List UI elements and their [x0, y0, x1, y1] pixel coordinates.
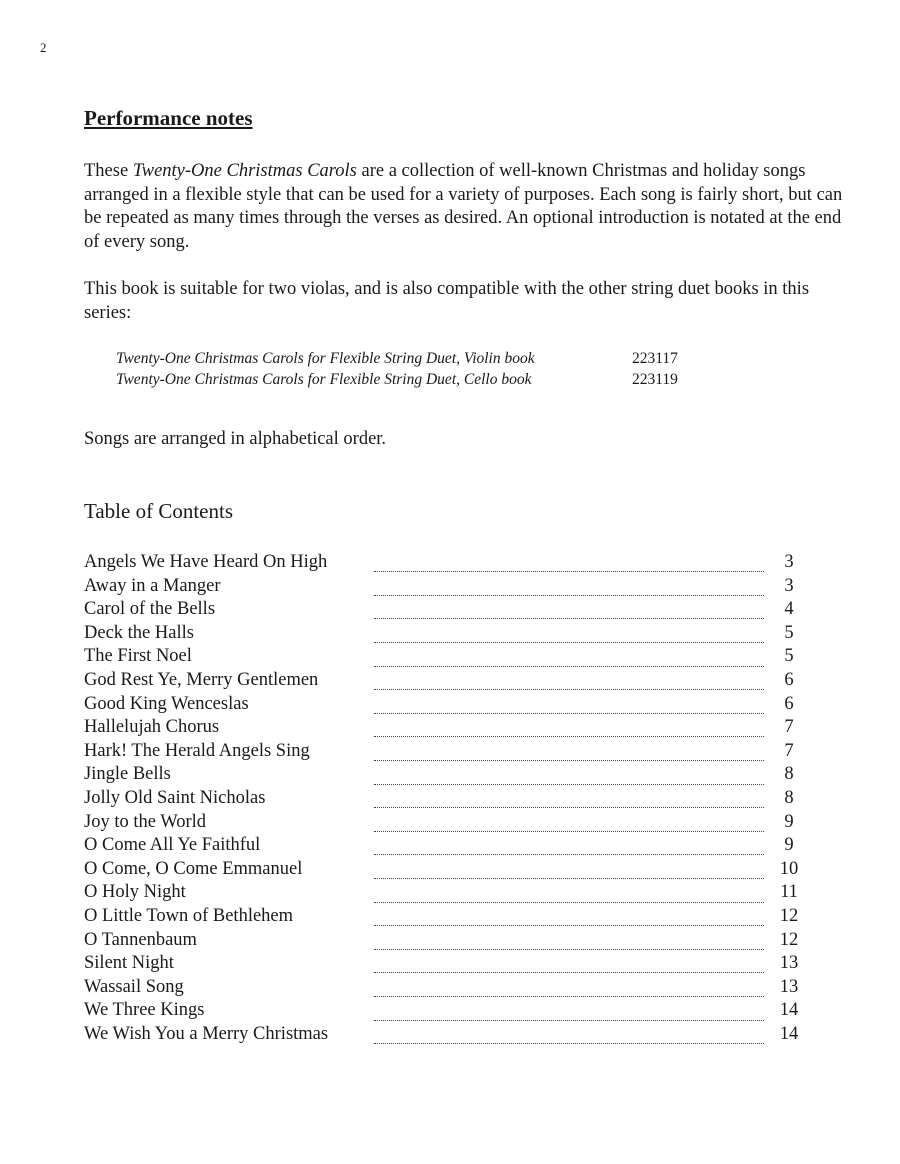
toc-dot-leader	[374, 960, 764, 973]
series-book-code: 223117	[632, 350, 678, 367]
toc-entry-page: 6	[784, 669, 794, 690]
toc-entry-page: 13	[779, 976, 799, 997]
toc-entry	[84, 623, 814, 647]
toc-entry-title: O Tannenbaum	[84, 929, 197, 950]
toc-entry-page: 3	[784, 552, 794, 572]
toc-entry-page: 9	[784, 811, 794, 832]
toc-entry-page: 6	[784, 693, 794, 714]
intro-prefix: These	[84, 161, 133, 181]
series-book-title: Twenty-One Christmas Carols for Flexible String Duet, Cello book	[116, 371, 532, 388]
toc-entry-page: 12	[779, 929, 799, 950]
toc-entry-title: Jolly Old Saint Nicholas	[84, 787, 266, 808]
toc-entry-title: Hark! The Herald Angels Sing	[84, 740, 310, 761]
toc-entry	[84, 694, 814, 718]
toc-dot-leader	[374, 866, 764, 879]
toc-entry-page: 10	[779, 858, 799, 879]
toc-dot-leader	[374, 724, 764, 737]
toc-dot-leader	[374, 654, 764, 667]
toc-entry	[84, 1000, 814, 1024]
toc-dot-leader	[374, 795, 764, 808]
toc-entry-title: Away in a Manger	[84, 575, 221, 596]
series-book-row	[116, 348, 678, 369]
toc-dot-leader	[374, 772, 764, 785]
toc-entry	[84, 835, 814, 859]
toc-title: Table of Contents	[84, 499, 233, 523]
toc-entry	[84, 859, 814, 883]
compat-paragraph: This book is suitable for two violas, and is also compatible with the other string duet books in this series:	[84, 279, 810, 323]
toc-entry-page: 9	[784, 835, 794, 856]
toc-dot-leader	[374, 913, 764, 926]
toc-entry	[84, 906, 814, 930]
toc-entry	[84, 882, 814, 906]
toc-entry	[84, 788, 814, 812]
series-book-title: Twenty-One Christmas Carols for Flexible String Duet, Violin book	[116, 350, 535, 367]
toc-entry-title: Good King Wenceslas	[84, 693, 249, 714]
series-book-row	[116, 369, 678, 390]
toc-dot-leader	[374, 748, 764, 761]
toc-entry-title: Deck the Halls	[84, 622, 194, 643]
toc-entry-page: 12	[779, 905, 799, 926]
toc-entry	[84, 599, 814, 623]
toc-entry-title: O Come, O Come Emmanuel	[84, 858, 303, 879]
toc-entry-title: O Holy Night	[84, 882, 186, 903]
toc-dot-leader	[374, 1031, 764, 1044]
toc-entry-title: We Wish You a Merry Christmas	[84, 1023, 329, 1044]
toc-dot-leader	[374, 606, 764, 619]
toc-entry-page: 11	[780, 882, 798, 903]
toc-dot-leader	[374, 890, 764, 903]
toc-entry-title: Joy to the World	[84, 811, 207, 832]
toc-entry	[84, 764, 814, 788]
toc-entry-page: 7	[784, 740, 794, 761]
toc-entry-title: Hallelujah Chorus	[84, 717, 220, 738]
toc-entry-page: 14	[779, 1023, 799, 1044]
toc-dot-leader	[374, 842, 764, 855]
toc-entry-page: 7	[784, 717, 794, 738]
intro-book-title: Twenty-One Christmas Carols	[132, 161, 357, 181]
toc-dot-leader	[374, 1008, 764, 1021]
toc-entry	[84, 576, 814, 600]
series-book-code: 223119	[632, 371, 678, 388]
toc-entry-page: 13	[779, 953, 799, 974]
toc-dot-leader	[374, 677, 764, 690]
intro-rest: are a collection of well-known Christmas and holiday songs arranged in a flexible style that can be used for a variety of purposes. Each song is fairly short, but can be repeated as many times through the verses as desired. An optional introduction is notated at the end of every song.	[84, 161, 843, 252]
toc-dot-leader	[374, 583, 764, 596]
toc-entry-title: Angels We Have Heard On High	[84, 552, 328, 572]
toc-dot-leader	[374, 701, 764, 714]
toc-entry-page: 8	[784, 787, 794, 808]
toc-entry-title: We Three Kings	[84, 1000, 205, 1021]
toc-entry	[84, 930, 814, 954]
toc-entry	[84, 717, 814, 741]
toc-entry-title: Carol of the Bells	[84, 599, 216, 620]
toc-entry	[84, 646, 814, 670]
toc-entry-page: 5	[784, 622, 794, 643]
toc-entry-page: 5	[784, 646, 794, 667]
page-title: Performance notes	[84, 106, 253, 130]
toc-entry	[84, 552, 814, 576]
toc-entry	[84, 1024, 814, 1048]
order-note: Songs are arranged in alphabetical order.	[84, 429, 387, 449]
toc-entry	[84, 741, 814, 765]
toc-entry-title: Silent Night	[84, 953, 174, 974]
series-books-list	[116, 348, 678, 390]
toc-entry-page: 8	[784, 764, 794, 785]
toc-entry-title: O Little Town of Bethlehem	[84, 905, 294, 926]
toc-entry-title: The First Noel	[84, 646, 192, 667]
intro-paragraph	[84, 160, 844, 254]
toc-entry	[84, 953, 814, 977]
toc-entry-title: God Rest Ye, Merry Gentlemen	[84, 669, 319, 690]
toc-entry-title: Wassail Song	[84, 976, 184, 997]
page-number: 2	[40, 40, 47, 55]
toc-entry-page: 4	[784, 599, 794, 620]
toc-entry-page: 14	[779, 1000, 799, 1021]
toc-dot-leader	[374, 984, 764, 997]
toc-entry-title: O Come All Ye Faithful	[84, 835, 261, 856]
toc-dot-leader	[374, 819, 764, 832]
toc-entry	[84, 977, 814, 1001]
toc-dot-leader	[374, 937, 764, 950]
toc-entry-page: 3	[784, 575, 794, 596]
table-of-contents	[84, 552, 814, 1047]
toc-entry	[84, 670, 814, 694]
toc-dot-leader	[374, 559, 764, 572]
toc-entry	[84, 812, 814, 836]
toc-dot-leader	[374, 630, 764, 643]
toc-entry-title: Jingle Bells	[84, 764, 171, 785]
